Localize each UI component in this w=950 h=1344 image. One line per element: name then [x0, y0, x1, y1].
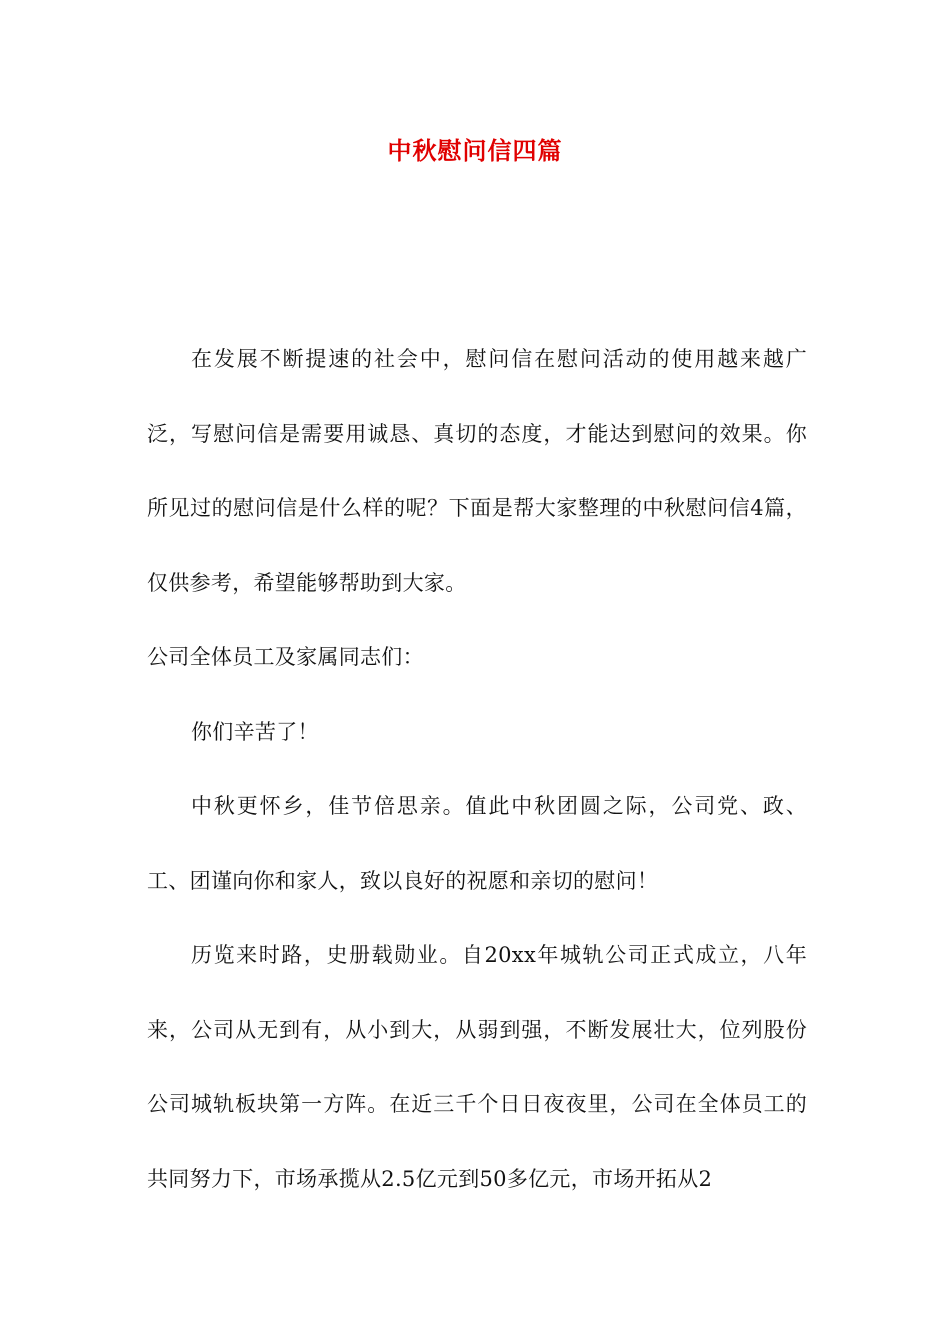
- greeting-paragraph: 你们辛苦了！: [191, 719, 319, 744]
- salutation: 公司全体员工及家属同志们：: [147, 645, 424, 669]
- document-body: [147, 322, 807, 1216]
- intro-paragraph: 在发展不断提速的社会中，慰问信在慰问活动的使用越来越广泛，写慰问信是需要用诚恳、真切的态度，才能达到慰问的效果。你所见过的慰问信是什么样的呢？下面是帮大家整理的中秋慰问信4篇，仅供参考，希望能够帮助到大家。: [147, 347, 807, 595]
- history-paragraph: 历览来时路，史册载勋业。自20xx年城轨公司正式成立，八年来，公司从无到有，从小到大，从弱到强，不断发展壮大，位列股份公司城轨板块第一方阵。在近三千个日日夜夜里，公司在全体员工的共同努力下，市场承揽从2.5亿元到50多亿元，市场开拓从2: [147, 943, 807, 1191]
- festival-paragraph: 中秋更怀乡，佳节倍思亲。值此中秋团圆之际，公司党、政、工、团谨向你和家人，致以良好的祝愿和亲切的慰问！: [147, 794, 807, 893]
- document-title: 中秋慰问信四篇: [387, 136, 563, 165]
